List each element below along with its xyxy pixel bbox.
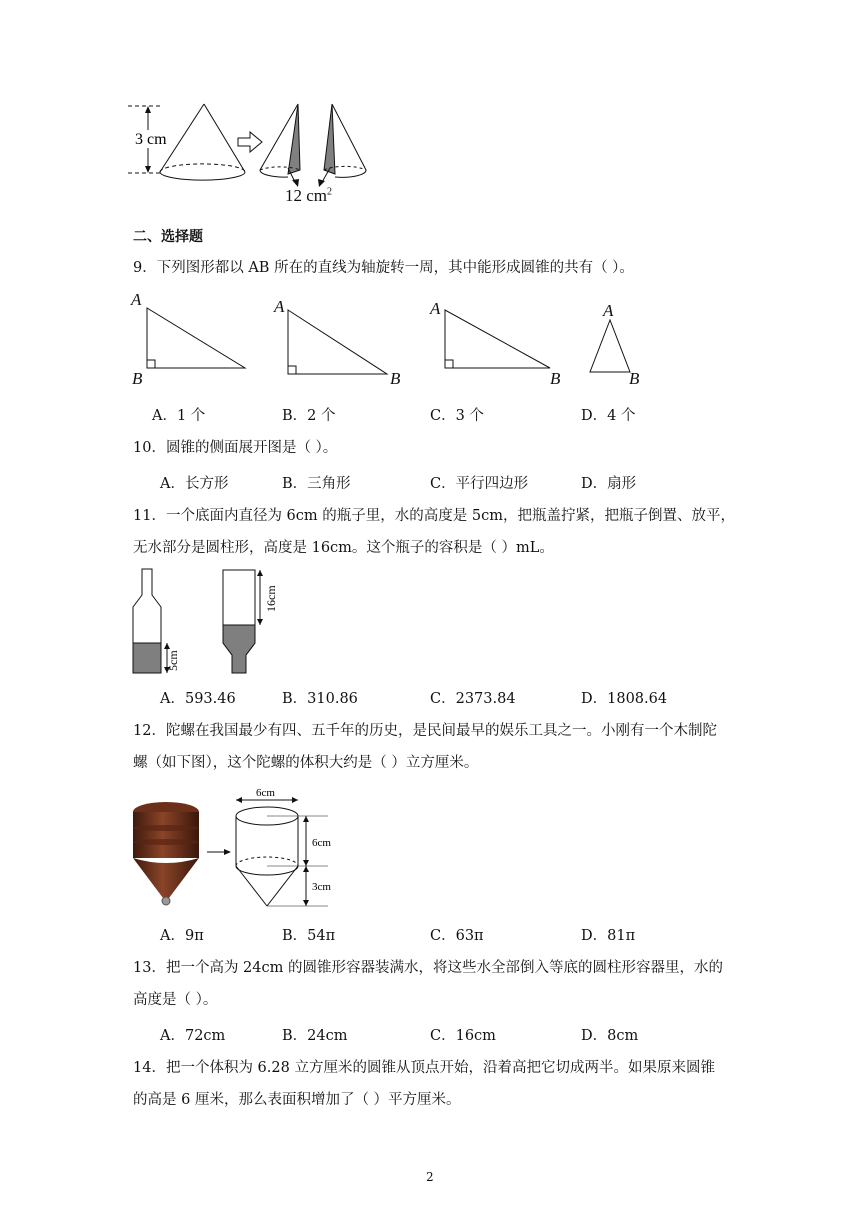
q11-option-b[interactable]: B．310.86 <box>282 691 358 707</box>
fig3-label-b: B <box>550 369 561 388</box>
q12-stem-line2: 螺（如下图），这个陀螺的体积大约是（ ）立方厘米。 <box>133 755 479 771</box>
area-label-sup: 2 <box>327 186 333 198</box>
q12-label-cyl-height: 6cm <box>312 837 331 849</box>
q13-stem-line2: 高度是（ ）。 <box>133 992 218 1008</box>
q9-option-c[interactable]: C．3 个 <box>430 408 484 424</box>
q9-option-b[interactable]: B．2 个 <box>282 408 336 424</box>
q11-stem-line1: 11．一个底面内直径为 6cm 的瓶子里，水的高度是 5cm，把瓶盖拧紧，把瓶子倒置、放平， <box>133 508 735 524</box>
fig4-label-a: A <box>603 301 614 320</box>
q13-option-b[interactable]: B．24cm <box>282 1028 348 1044</box>
q14-stem-line1: 14．把一个体积为 6.28 立方厘米的圆锥从顶点开始，沿着高把它切成两半。如果原来圆锥 <box>133 1060 715 1076</box>
q12-option-d[interactable]: D．81π <box>581 928 636 944</box>
fig2-label-a: A <box>274 297 285 316</box>
q12-option-c[interactable]: C．63π <box>430 928 484 944</box>
fig1-label-a: A <box>131 290 142 309</box>
q12-option-a[interactable]: A．9π <box>160 928 204 944</box>
q11-option-a[interactable]: A．593.46 <box>160 691 236 707</box>
section-title: 二、选择题 <box>133 229 203 245</box>
q9-option-d[interactable]: D．4 个 <box>581 408 636 424</box>
q12-stem-line1: 12．陀螺在我国最少有四、五千年的历史，是民间最早的娱乐工具之一。小刚有一个木制陀 <box>133 723 717 739</box>
transform-arrow-icon <box>238 132 262 152</box>
cone-cut-figure <box>120 98 380 213</box>
q13-option-a[interactable]: A．72cm <box>160 1028 226 1044</box>
q11-option-c[interactable]: C．2373.84 <box>430 691 516 707</box>
q10-option-a[interactable]: A．长方形 <box>160 476 229 492</box>
area-label <box>285 186 332 206</box>
q12-label-diameter: 6cm <box>256 787 275 799</box>
fig4-label-b: B <box>629 369 640 388</box>
q9-stem: 9．下列图形都以 AB 所在的直线为轴旋转一周，其中能形成圆锥的共有（ ）。 <box>133 260 634 276</box>
q11-label-16cm: 16cm <box>264 585 278 612</box>
fig1-label-b: B <box>132 369 143 388</box>
q11-stem-line2: 无水部分是圆柱形，高度是 16cm。这个瓶子的容积是（ ）mL。 <box>133 540 554 556</box>
area-label-text: 12 cm <box>285 186 328 205</box>
q11-bottle-figure <box>125 565 285 680</box>
q14-stem-line2: 的高是 6 厘米，那么表面积增加了（ ）平方厘米。 <box>133 1092 461 1108</box>
q13-option-d[interactable]: D．8cm <box>581 1028 639 1044</box>
q9-option-a[interactable]: A．1 个 <box>152 408 206 424</box>
q13-stem-line1: 13．把一个高为 24cm 的圆锥形容器装满水，将这些水全部倒入等底的圆柱形容器里，水的 <box>133 960 723 976</box>
q11-label-5cm: 5cm <box>166 650 180 671</box>
height-label: 3 cm <box>135 131 167 148</box>
q9-figures <box>125 290 655 390</box>
q12-top-figure <box>128 782 358 912</box>
q11-option-d[interactable]: D．1808.64 <box>581 691 668 707</box>
q12-label-cone-height: 3cm <box>312 881 331 893</box>
q10-stem: 10．圆锥的侧面展开图是（ ）。 <box>133 440 338 456</box>
fig3-label-a: A <box>430 299 441 318</box>
q10-option-c[interactable]: C．平行四边形 <box>430 476 529 492</box>
fig2-label-b: B <box>390 369 401 388</box>
page-number: 2 <box>426 1170 434 1184</box>
q12-option-b[interactable]: B．54π <box>282 928 336 944</box>
q13-option-c[interactable]: C．16cm <box>430 1028 496 1044</box>
q10-option-b[interactable]: B．三角形 <box>282 476 351 492</box>
q10-option-d[interactable]: D．扇形 <box>581 476 637 492</box>
